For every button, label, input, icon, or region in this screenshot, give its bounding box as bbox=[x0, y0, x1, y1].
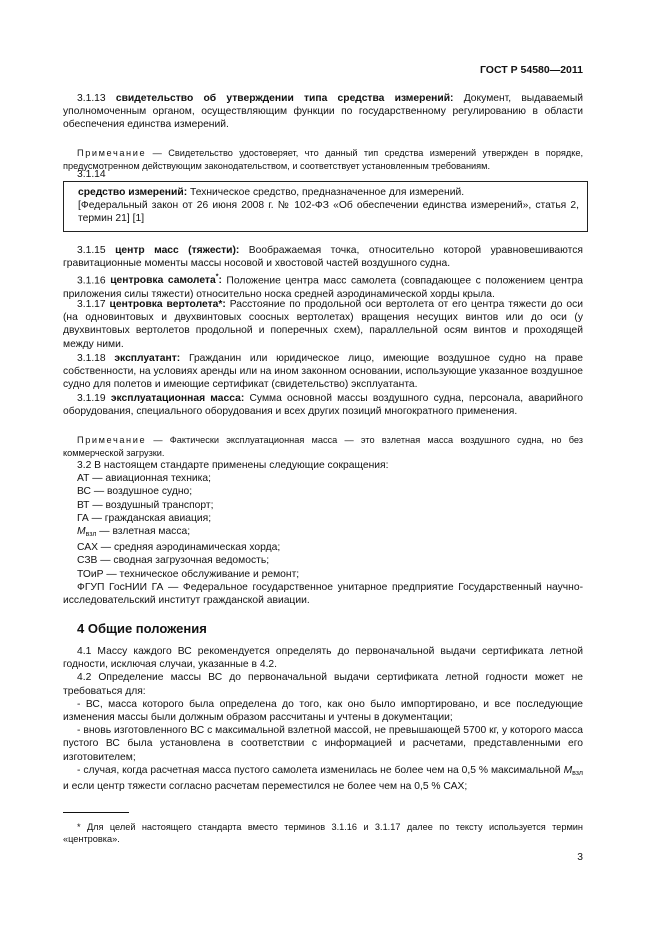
term-number: 3.1.17 bbox=[77, 299, 106, 310]
term-3-1-14-number bbox=[63, 168, 583, 181]
term-number: 3.1.18 bbox=[77, 353, 106, 364]
abbreviation-item: ГА — гражданская авиация; bbox=[77, 512, 212, 524]
abbreviation-item: ВТ — воздушный транспорт; bbox=[77, 499, 214, 511]
term-name: центровка самолета*: bbox=[110, 274, 222, 287]
note-label: Примечание bbox=[77, 435, 147, 446]
abbreviations-intro: 3.2 В настоящем стандарте применены следующие сокращения: bbox=[77, 460, 389, 471]
term-number: 3.1.15 bbox=[77, 245, 106, 256]
paragraph-4-2: 4.2 Определение массы ВС до первоначальной выдачи сертификата летной годности может не требоваться для: bbox=[63, 672, 583, 697]
abbreviation-item: ФГУП ГосНИИ ГА — Федеральное государственное унитарное предприятие Государственный научно-исследовательский институт гражданской авиации. bbox=[63, 581, 583, 607]
term-name: средство измерений: bbox=[78, 187, 188, 198]
note-label: Примечание bbox=[77, 148, 147, 159]
page-number: 3 bbox=[577, 852, 583, 863]
term-3-1-16 bbox=[63, 271, 583, 301]
term-number: 3.1.16 bbox=[77, 275, 106, 287]
term-definition: Воображаемая точка, относительно которой уравновешиваются гравитационные моменты массы носовой и хвостовой частей воздушного судна. bbox=[63, 245, 583, 270]
term-3-1-14-box bbox=[63, 181, 588, 232]
term-3-1-18 bbox=[63, 352, 583, 392]
term-number: 3.1.14 bbox=[77, 169, 106, 180]
term-definition: Техническое средство, предназначенное для измерений. bbox=[190, 187, 465, 198]
footnote-separator bbox=[63, 812, 129, 813]
section-4-body bbox=[63, 645, 583, 793]
abbreviation-item: $M_{взл}$ — взлетная масса; bbox=[77, 526, 191, 539]
term-definition: Расстояние по продольной оси вертолета от его центра тяжести до оси (на одновинтовых и двухвинтовых соосных вертолетах) вращения несущих винтов или до оси (у двухвинтовых вертолетов продольной и поперечных схем), параллельной осям винтов и проходящей между ними. bbox=[63, 299, 583, 350]
abbreviation-item: ВС — воздушное судно; bbox=[77, 486, 193, 498]
note-text: — Свидетельство удостоверяет, что данный тип средства измерений утвержден в порядке, предусмотренном действующим законодательством, и соответствует установленным требованиям. bbox=[63, 148, 583, 171]
bullet-item: - случая, когда расчетная масса пустого самолета изменилась не более чем на 0,5 % максимальной $M_{взл}$ и если центр тяжести согласно расчетам переместился не более чем на 0,5 % САХ; bbox=[63, 764, 583, 793]
term-definition: Сумма основной массы воздушного судна, персонала, аварийного оборудования, специального оборудования и всех других позиций многократного применения. bbox=[63, 393, 583, 418]
term-number: 3.1.19 bbox=[77, 393, 106, 404]
term-name: свидетельство об утверждении типа средства измерений: bbox=[115, 93, 454, 104]
note-text: — Фактически эксплуатационная масса — это взлетная масса воздушного судна, но без коммерческой загрузки. bbox=[63, 435, 583, 458]
abbreviation-item: САХ — средняя аэродинамическая хорда; bbox=[77, 542, 281, 554]
abbreviations-list bbox=[63, 459, 583, 607]
abbreviation-item: АТ — авиационная техника; bbox=[77, 473, 211, 485]
term-name: эксплуатант: bbox=[114, 353, 181, 364]
abbreviation-item: СЗВ — сводная загрузочная ведомость; bbox=[77, 555, 270, 567]
term-reference: [Федеральный закон от 26 июня 2008 г. № 102-ФЗ «Об обеспечении единства измерений», статья 2, термин 21] [1] bbox=[78, 200, 579, 225]
term-3-1-13 bbox=[63, 92, 583, 132]
section-title: 4 Общие положения bbox=[77, 621, 207, 636]
section-4-heading bbox=[63, 622, 583, 635]
term-name: центр масс (тяжести): bbox=[115, 245, 240, 256]
bullet-item: - вновь изготовленного ВС с максимальной взлетной массой, не превышающей 5700 кг, у которого масса пустого ВС была установлена в соответствии с информацией и расчетами, представленными его изготовителем; bbox=[63, 725, 583, 763]
term-name: центровка вертолета*: bbox=[109, 299, 226, 310]
paragraph-4-1: 4.1 Массу каждого ВС рекомендуется определять до первоначальной выдачи сертификата летной годности, исключая случаи, указанные в 4.2. bbox=[63, 646, 583, 671]
footnote: * Для целей настоящего стандарта вместо терминов 3.1.16 и 3.1.17 далее по тексту используется термин «центровка». bbox=[63, 822, 583, 844]
bullet-item: - ВС, масса которого была определена до того, как оно было импортировано, и все последующие изменения массы были должным образом рассчитаны и учтены в документации; bbox=[63, 698, 583, 724]
term-definition: Документ, выдаваемый уполномоченным органом, осуществляющим функции по государственному регулированию в области обеспечения единства измерений. bbox=[63, 93, 583, 131]
term-definition: Гражданин или юридическое лицо, имеющие воздушное судно на праве собственности, на условиях аренды или на ином законном основании, использующие указанное воздушное судно для полетов и имеющие сертификат (свидетельство) эксплуатанта. bbox=[63, 353, 583, 391]
term-3-1-17 bbox=[63, 298, 583, 351]
page-header: ГОСТ Р 54580—2011 bbox=[479, 64, 583, 76]
abbreviation-item: ТОиР — техническое обслуживание и ремонт; bbox=[77, 568, 300, 580]
footnote-mark: * bbox=[215, 274, 219, 281]
term-3-1-19 bbox=[63, 392, 583, 418]
term-definition: Положение центра масс самолета (совпадающее с положением центра приложения силы тяжести) относительно носка средней аэродинамической хорды крыла. bbox=[63, 275, 583, 300]
term-3-1-15 bbox=[63, 244, 583, 270]
term-number: 3.1.13 bbox=[77, 93, 106, 104]
term-name: эксплуатационная масса: bbox=[110, 393, 245, 404]
